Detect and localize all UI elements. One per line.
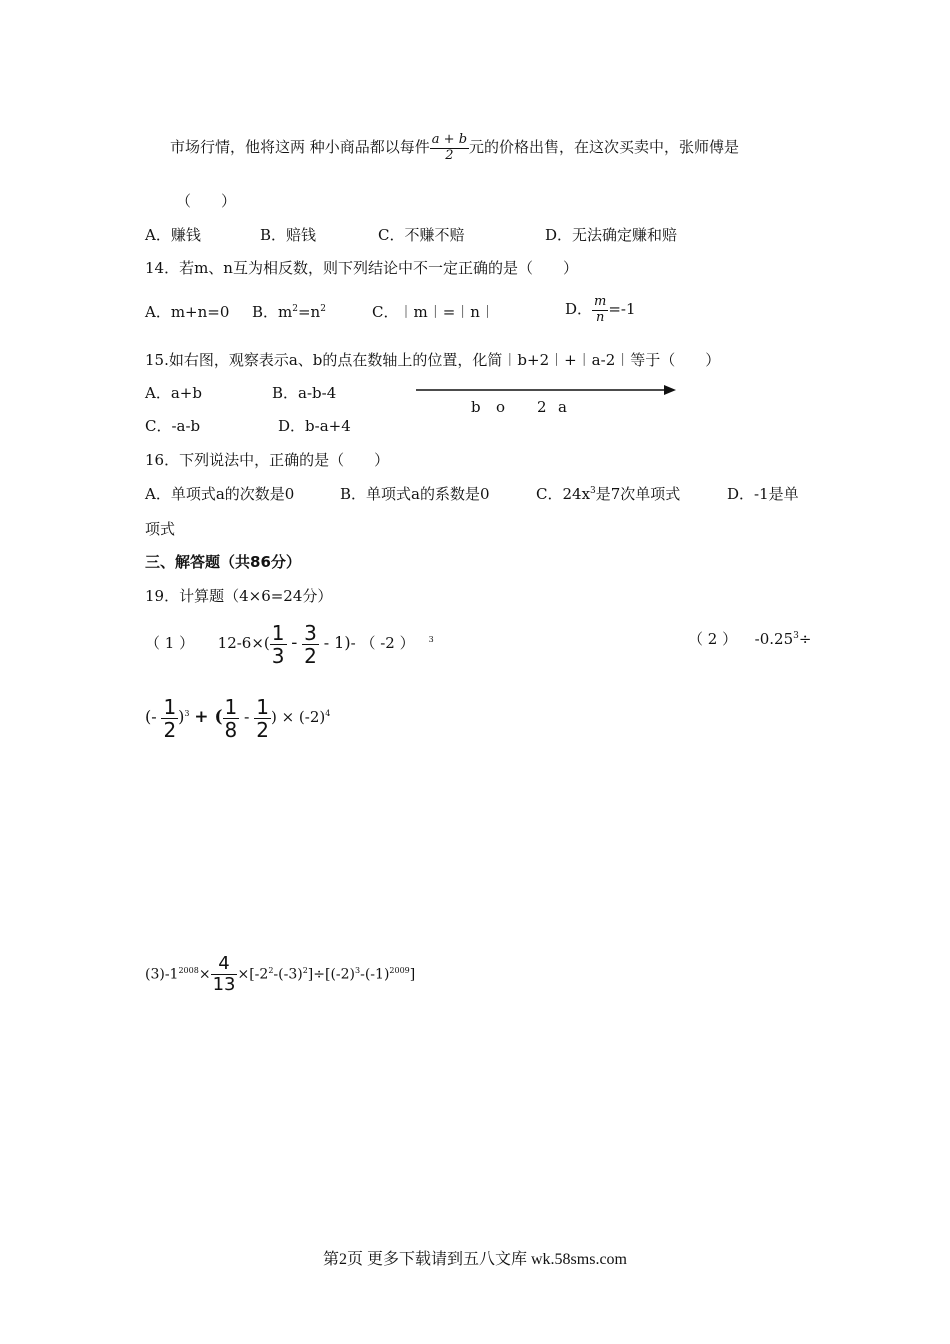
q19-part1-label: （ 1 ） [145,634,195,652]
q19-part2b-plus: + ( [194,707,223,727]
q19-part3-sup4: 3 [355,966,361,975]
q19-part2b-sup1: 3 [184,709,190,718]
q19-part1 [145,616,434,667]
number-line-label-a: a [558,398,567,416]
q14-stem: 14．若m、n互为相反数，则下列结论中不一定正确的是（ ） [145,259,578,277]
q14-option-d-fraction [592,295,608,325]
q19-part3-mid3: ]÷[(-2) [307,966,356,983]
q13-fraction [430,133,469,163]
q15-option-a: A．a+b [145,384,202,402]
q19-part1-frac1 [270,622,287,667]
q19-part3-frac [211,954,238,995]
q16-option-d: D．-1是单 [727,485,799,503]
q13-option-b: B．赔钱 [260,226,317,244]
q19-part2 [688,628,811,649]
q19-part2-post: ÷ [798,630,812,648]
q19-part2-pre: -0.25 [754,630,794,648]
q13-frac-num: a + b [431,132,468,148]
q19-part1-post: - （ -2 ） [350,634,415,652]
q16-option-d-cont: 项式 [145,520,176,538]
q16-option-c [536,483,680,504]
q19-part1-sup: 3 [428,635,434,644]
q14-option-b-pre: B．m [252,303,293,321]
q19-part2b-close: ) [178,707,185,726]
q19-part3 [145,946,415,1000]
q19-part2b-frac1 [161,696,178,741]
q19-part3-sup5: 2009 [389,966,410,975]
q19-part3-end: ] [409,966,416,983]
q14-frac-num: m [594,294,607,310]
q19-part2b-minus: - [151,707,157,726]
q19-part2b-frac1-den: 2 [163,717,177,742]
q19-part3-mid2: -(-3) [273,966,303,983]
q19-part3-sup3: 2 [302,966,308,975]
q16-option-c-sup: 3 [590,486,596,496]
q15-stem: 15.如右图，观察表示a、b的点在数轴上的位置，化简︱b+2︱+︱a-2︱等于（ ） [145,351,721,369]
q19-part3-sup1: 2008 [178,966,199,975]
q16-stem: 16．下列说法中，正确的是（ ） [145,451,390,469]
q14-option-c: C．︱m︱=︱n︱ [372,303,495,321]
q14-option-d [565,290,636,328]
q19-part2-cont [145,690,330,741]
q19-part2-sup: 3 [793,631,799,641]
q13-paren: （ ） [176,192,237,210]
q19-part2b-minus2: - [244,707,250,726]
q19-part2b-tail: ) × (-2) [270,708,326,726]
q19-part1-frac2 [302,622,319,667]
number-line-label-o: o [496,398,506,416]
q19-part2b-open: ( [145,707,152,726]
q14-option-a: A．m+n=0 [145,303,230,321]
q16-option-c-pre: C．24x [536,485,591,503]
number-line-arrow-icon [664,385,676,395]
q19-part3-sup2: 2 [268,966,274,975]
number-line [410,380,680,400]
q15-option-d: D．b-a+4 [278,417,351,435]
q14-option-b-sup2: 2 [320,304,326,314]
number-line-label-b: b [471,398,481,416]
q13-line1 [170,128,739,166]
q19-part1-frac1-num: 1 [271,620,285,645]
q14-option-b-sup1: 2 [292,304,298,314]
q19-part1-minus: - [291,632,298,653]
q19-part2b-frac2-den: 8 [224,717,238,742]
q14-frac-den: n [592,310,608,325]
q13-line1-pre: 市场行情，他将这两 种小商品都以每件 [170,138,430,156]
q19-part2b-frac2-num: 1 [224,694,238,719]
q19-part3-frac-num: 4 [218,953,230,975]
q13-option-c: C．不赚不赔 [378,226,465,244]
q19-part2b-frac1-num: 1 [163,694,177,719]
q16-option-a: A．单项式a的次数是0 [145,485,295,503]
q19-part2b-frac3 [254,696,271,741]
q19-part2b-frac3-num: 1 [256,694,269,719]
q13-option-d: D．无法确定赚和赔 [545,226,678,244]
page-footer: 第2页 更多下载请到五八文库 wk.58sms.com [322,1251,627,1268]
q14-option-b [252,301,326,322]
q19-part3-mid4: -(-1) [360,966,390,983]
q19-part2b-frac3-den: 2 [256,717,269,742]
number-line-label-2: 2 [537,398,547,416]
q14-option-d-pre: D． [565,300,593,318]
section-title: 三、解答题（共86分） [145,553,301,571]
q13-option-a: A．赚钱 [145,226,201,244]
q13-frac-den: 2 [430,148,469,163]
q19-stem: 19．计算题（4×6=24分） [145,587,333,605]
q19-part3-times: × [198,966,211,983]
q15-option-b: B．a-b-4 [272,384,337,402]
q19-part3-pre: (3)-1 [145,966,179,983]
q15-option-c: C．-a-b [145,417,201,435]
q16-option-b: B．单项式a的系数是0 [340,485,490,503]
q19-part1-frac2-num: 3 [304,620,317,645]
q14-option-d-post: =-1 [608,300,636,318]
q19-part2b-frac2 [223,696,240,741]
q19-part3-frac-den: 13 [212,974,236,996]
q19-part1-pre: 12-6×( [217,634,270,652]
q16-option-c-post: 是7次单项式 [595,485,681,503]
q14-option-b-mid: =n [297,303,321,321]
q19-part3-mid1: ×[-2 [237,966,269,983]
q13-line1-post: 元的价格出售，在这次买卖中，张师傅是 [469,138,740,156]
q19-part2b-sup2: 4 [325,709,331,718]
q19-part2-label: （ 2 ） [688,630,738,648]
q19-part1-tail: - 1) [323,633,351,652]
q19-part1-frac2-den: 2 [304,643,317,668]
q19-part1-frac1-den: 3 [271,643,285,668]
